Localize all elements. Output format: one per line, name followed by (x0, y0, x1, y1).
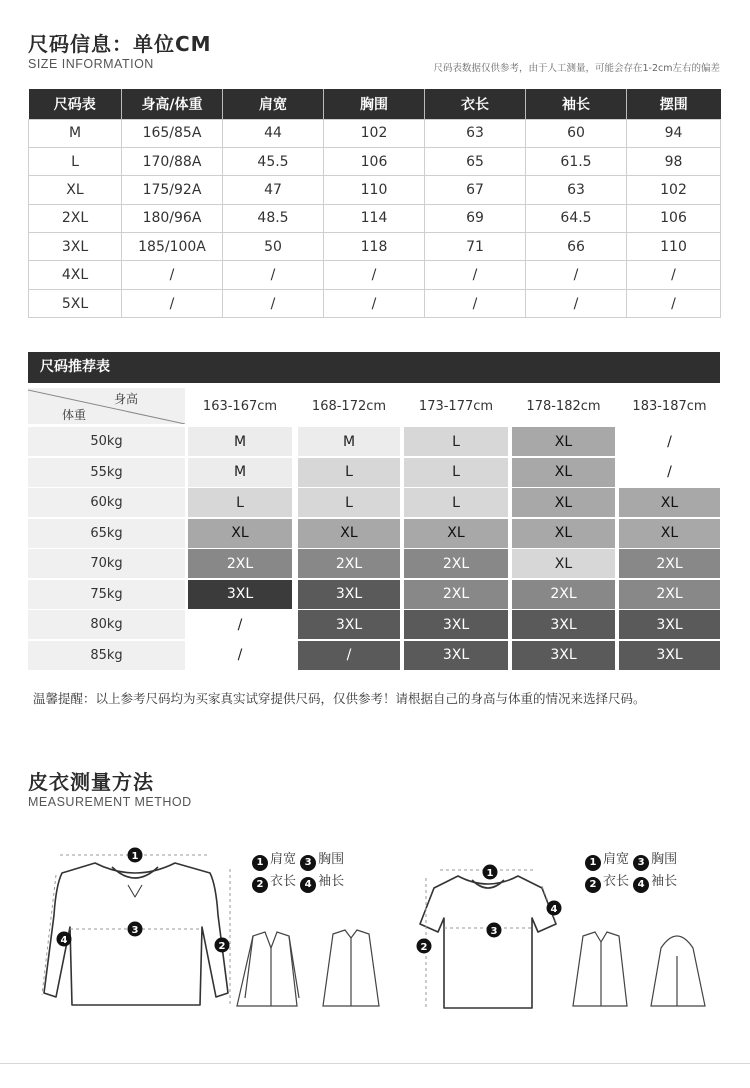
size-table-cell: L (29, 147, 122, 175)
legend-length: 衣长 (603, 874, 630, 889)
legend-chest: 胸围 (651, 852, 678, 867)
recommend-cell: 2XL (298, 549, 400, 578)
recommend-grid (28, 388, 720, 671)
recommend-cell: L (404, 458, 508, 487)
height-column-header: 168-172cm (311, 398, 387, 414)
size-header-cell: 袖长 (526, 89, 627, 119)
recommend-cell: L (298, 488, 400, 517)
size-table-cell: 175/92A (122, 176, 223, 204)
corner-weight-label: 体重 (62, 408, 87, 422)
size-header-cell: 身高/体重 (122, 89, 223, 119)
recommend-cell: 3XL (404, 641, 508, 670)
recommend-cell: XL (188, 519, 292, 548)
size-table-cell: 2XL (29, 204, 122, 232)
measure-marker-3 (128, 922, 143, 937)
recommend-cell: L (188, 488, 292, 517)
size-table-cell: / (324, 289, 425, 317)
size-table-cell: 106 (324, 147, 425, 175)
size-table-cell: 69 (425, 204, 526, 232)
recommend-cell: 3XL (404, 610, 508, 639)
svg-text:4: 4 (550, 904, 558, 915)
jacket-sketches-left (233, 928, 393, 1013)
recommend-cell: L (298, 458, 400, 487)
recommend-cell: / (188, 610, 292, 639)
recommend-cell: XL (512, 519, 615, 548)
size-table-cell: / (324, 261, 425, 289)
recommend-cell: 3XL (298, 580, 400, 609)
weight-row-label: 70kg (28, 549, 185, 578)
bottom-divider (0, 1063, 750, 1064)
svg-text:3: 3 (131, 925, 139, 936)
recommend-title: 尺码推荐表 (28, 352, 720, 383)
weight-row-label: 65kg (28, 519, 185, 548)
jacket-sketches-right (565, 928, 725, 1013)
num-badge-3: 3 (300, 855, 316, 871)
size-table-cell: 110 (627, 233, 721, 261)
size-table-cell: 110 (324, 176, 425, 204)
size-info-title: 尺码信息：单位CM (28, 32, 212, 56)
size-table-row (29, 261, 721, 289)
size-header-cell: 胸围 (324, 89, 425, 119)
corner-height-label: 身高 (114, 392, 139, 406)
recommend-cell: XL (619, 519, 720, 548)
tshirt-diagram (410, 862, 565, 1017)
recommend-corner (28, 388, 185, 424)
recommend-cell: M (298, 427, 400, 456)
svg-text:1: 1 (486, 868, 494, 879)
measure-marker-2 (215, 938, 230, 953)
size-table-cell: 114 (324, 204, 425, 232)
size-table-cell: 63 (526, 176, 627, 204)
size-table-cell: 102 (324, 119, 425, 147)
recommend-cell: / (298, 641, 400, 670)
recommend-cell: / (619, 458, 720, 487)
legend-sleeve: 袖长 (318, 874, 345, 889)
recommend-cell: L (404, 427, 508, 456)
measure-marker-4 (57, 932, 72, 947)
weight-row-label: 85kg (28, 641, 185, 670)
measure-subtitle: MEASUREMENT METHOD (28, 795, 192, 809)
sweater-diagram (40, 845, 240, 1020)
recommend-cell: / (619, 427, 720, 456)
recommend-cell: / (188, 641, 292, 670)
size-table-cell: 170/88A (122, 147, 223, 175)
size-table-cell: 3XL (29, 233, 122, 261)
recommend-cell: M (188, 427, 292, 456)
size-table-cell: 102 (627, 176, 721, 204)
size-table-cell: 165/85A (122, 119, 223, 147)
measure-marker-3 (487, 923, 502, 938)
recommend-cell: 3XL (512, 610, 615, 639)
size-header-cell: 肩宽 (223, 89, 324, 119)
size-info-subtitle: SIZE INFORMATION (28, 57, 154, 71)
measure-marker-1 (128, 848, 143, 863)
size-table-cell: / (425, 261, 526, 289)
num-badge-4: 4 (300, 877, 316, 893)
size-table-cell: 50 (223, 233, 324, 261)
recommend-cell: XL (512, 549, 615, 578)
recommend-cell: 3XL (298, 610, 400, 639)
size-table-cell: / (425, 289, 526, 317)
size-header-cell: 衣长 (425, 89, 526, 119)
num-badge-1: 1 (252, 855, 268, 871)
recommend-cell: M (188, 458, 292, 487)
size-table-header (29, 89, 721, 119)
recommend-cell: 2XL (188, 549, 292, 578)
weight-row-label: 55kg (28, 458, 185, 487)
svg-text:2: 2 (420, 942, 428, 953)
size-header-cell: 摆围 (627, 89, 721, 119)
size-table-cell: 63 (425, 119, 526, 147)
size-table-row (29, 147, 721, 175)
size-table-cell: XL (29, 176, 122, 204)
height-column-header: 173-177cm (418, 398, 494, 414)
size-table-cell: / (223, 289, 324, 317)
size-note: 尺码表数据仅供参考，由于人工测量，可能会存在1-2cm左右的偏差 (433, 63, 720, 74)
recommend-cell: 2XL (404, 549, 508, 578)
size-table-cell: 47 (223, 176, 324, 204)
tip-text: 温馨提醒：以上参考尺码均为买家真实试穿提供尺码，仅供参考！请根据自己的身高与体重的情况来选择尺码。 (33, 691, 646, 706)
recommend-cell: XL (512, 458, 615, 487)
size-table-cell: 65 (425, 147, 526, 175)
size-table-cell: 71 (425, 233, 526, 261)
size-table-cell: / (223, 261, 324, 289)
recommend-cell: XL (512, 427, 615, 456)
recommend-cell: 2XL (619, 580, 720, 609)
size-table-cell: 5XL (29, 289, 122, 317)
recommend-cell: XL (619, 488, 720, 517)
size-table (28, 89, 721, 318)
recommend-cell: L (404, 488, 508, 517)
recommend-cell: 3XL (619, 641, 720, 670)
size-table-row (29, 119, 721, 147)
size-table-cell: / (122, 261, 223, 289)
svg-text:4: 4 (60, 935, 68, 946)
weight-row-label: 80kg (28, 610, 185, 639)
size-table-cell: 48.5 (223, 204, 324, 232)
size-table-cell: 64.5 (526, 204, 627, 232)
num-badge-3: 3 (633, 855, 649, 871)
size-table-cell: 45.5 (223, 147, 324, 175)
measure-marker-2 (417, 939, 432, 954)
size-table-row (29, 289, 721, 317)
recommend-cell: XL (512, 488, 615, 517)
size-table-cell: 94 (627, 119, 721, 147)
num-badge-4: 4 (633, 877, 649, 893)
legend-chest: 胸围 (318, 852, 345, 867)
recommend-cell: XL (298, 519, 400, 548)
size-table-row (29, 204, 721, 232)
recommend-cell: XL (404, 519, 508, 548)
recommend-cell: 3XL (188, 580, 292, 609)
legend-right (585, 849, 677, 893)
size-table-cell: 118 (324, 233, 425, 261)
size-table-cell: 185/100A (122, 233, 223, 261)
legend-sleeve: 袖长 (651, 874, 678, 889)
size-table-cell: 106 (627, 204, 721, 232)
size-table-cell: / (627, 289, 721, 317)
size-table-cell: 44 (223, 119, 324, 147)
size-table-cell: / (627, 261, 721, 289)
svg-text:1: 1 (131, 851, 139, 862)
weight-row-label: 50kg (28, 427, 185, 456)
weight-row-label: 75kg (28, 580, 185, 609)
size-table-row (29, 176, 721, 204)
size-table-cell: 66 (526, 233, 627, 261)
size-table-cell: / (122, 289, 223, 317)
height-column-header: 178-182cm (526, 398, 601, 414)
size-table-cell: / (526, 289, 627, 317)
size-table-cell: / (526, 261, 627, 289)
size-table-cell: 4XL (29, 261, 122, 289)
size-table-cell: 67 (425, 176, 526, 204)
size-table-row (29, 233, 721, 261)
measure-marker-4 (547, 901, 562, 916)
num-badge-2: 2 (252, 877, 268, 893)
recommend-cell: 2XL (404, 580, 508, 609)
size-table-cell: 180/96A (122, 204, 223, 232)
size-table-cell: M (29, 119, 122, 147)
legend-length: 衣长 (270, 874, 297, 889)
recommend-cell: 3XL (512, 641, 615, 670)
measure-marker-1 (483, 865, 498, 880)
num-badge-1: 1 (585, 855, 601, 871)
height-column-header: 163-167cm (202, 398, 278, 414)
size-table-cell: 98 (627, 147, 721, 175)
recommend-cell: 2XL (619, 549, 720, 578)
svg-text:2: 2 (218, 941, 226, 952)
legend-shoulder: 肩宽 (603, 852, 630, 867)
legend-shoulder: 肩宽 (270, 852, 297, 867)
legend-left (252, 849, 344, 893)
weight-row-label: 60kg (28, 488, 185, 517)
recommend-cell: 3XL (619, 610, 720, 639)
measure-title: 皮衣测量方法 (28, 770, 154, 794)
recommend-cell: 2XL (512, 580, 615, 609)
height-column-header: 183-187cm (632, 398, 707, 414)
size-table-cell: 60 (526, 119, 627, 147)
size-table-cell: 61.5 (526, 147, 627, 175)
num-badge-2: 2 (585, 877, 601, 893)
size-header-cell: 尺码表 (29, 89, 122, 119)
svg-text:3: 3 (490, 926, 498, 937)
